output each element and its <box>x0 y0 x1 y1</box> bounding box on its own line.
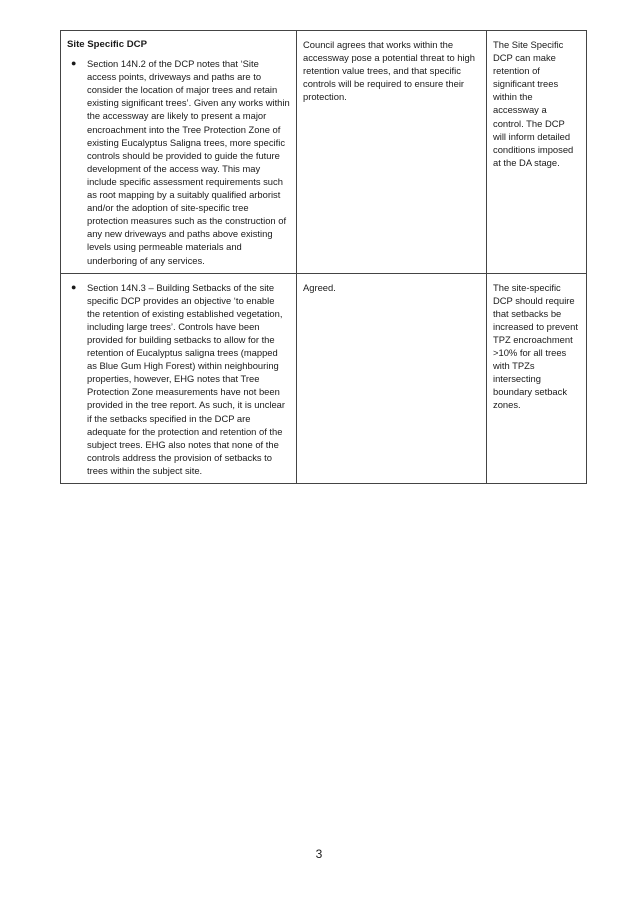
response-text: Council agrees that works within the accessway pose a potential threat to high retention value trees, and that specific controls will be required to ensure their protection. <box>303 39 475 103</box>
list-item <box>71 281 290 477</box>
response-cell <box>297 31 487 274</box>
issue-text: Section 14N.2 of the DCP notes that ‘Site access points, driveways and paths are to consider the location of major trees and retain existing significant trees’. Given any works within the accessway are likely to present a major encroachment into the Tree Protection Zone of existing Eucalyptus Saligna trees, more specific controls should be provided to guide the future development of the access way. This may include specific assessment requirements such as root mapping by a suitably qualified arborist and/or the adoption of site-specific tree protection measures such as the construction of any new driveways and paths above existing levels using permeable materials and underboring of any services. <box>87 58 290 266</box>
issue-text: Section 14N.3 – Building Setbacks of the site specific DCP provides an objective ‘to enable the retention of existing established vegetation, including large trees’. Controls have been provided for building setbacks to allow for the retention of Eucalyptus saligna trees (mapped as Blue Gum High Forest) within neighbouring properties, however, EHG notes that Tree Protection Zone measurements have not been provided in the tree report. As such, it is unclear if the setbacks specified in the DCP are adequate for the protection and retention of the subject trees. EHG also notes that none of the controls address the provision of setbacks to trees within the subject site. <box>87 281 286 476</box>
table-row <box>61 273 587 483</box>
page-number: 3 <box>315 847 323 861</box>
list-item <box>71 57 290 267</box>
section-heading: Site Specific DCP <box>67 39 147 50</box>
action-cell <box>487 31 587 274</box>
table-row <box>61 31 587 274</box>
issue-cell <box>61 31 297 274</box>
action-text: The Site Specific DCP can make retention of significant trees within the accessway a control. The DCP will inform detailed conditions imposed at the DA stage. <box>493 39 574 168</box>
bullet-list <box>67 281 290 477</box>
bullet-icon: ● <box>71 58 77 69</box>
action-cell <box>487 273 587 483</box>
bullet-list <box>67 57 290 267</box>
comments-table <box>60 30 587 484</box>
response-text: Agreed. <box>303 281 336 293</box>
bullet-icon: ● <box>71 281 77 292</box>
action-text: The site-specific DCP should require that setbacks be increased to prevent TPZ encroachment >10% for all trees with TPZs intersecting boundary setback zones. <box>493 281 578 411</box>
response-cell <box>297 273 487 483</box>
issue-cell <box>61 273 297 483</box>
